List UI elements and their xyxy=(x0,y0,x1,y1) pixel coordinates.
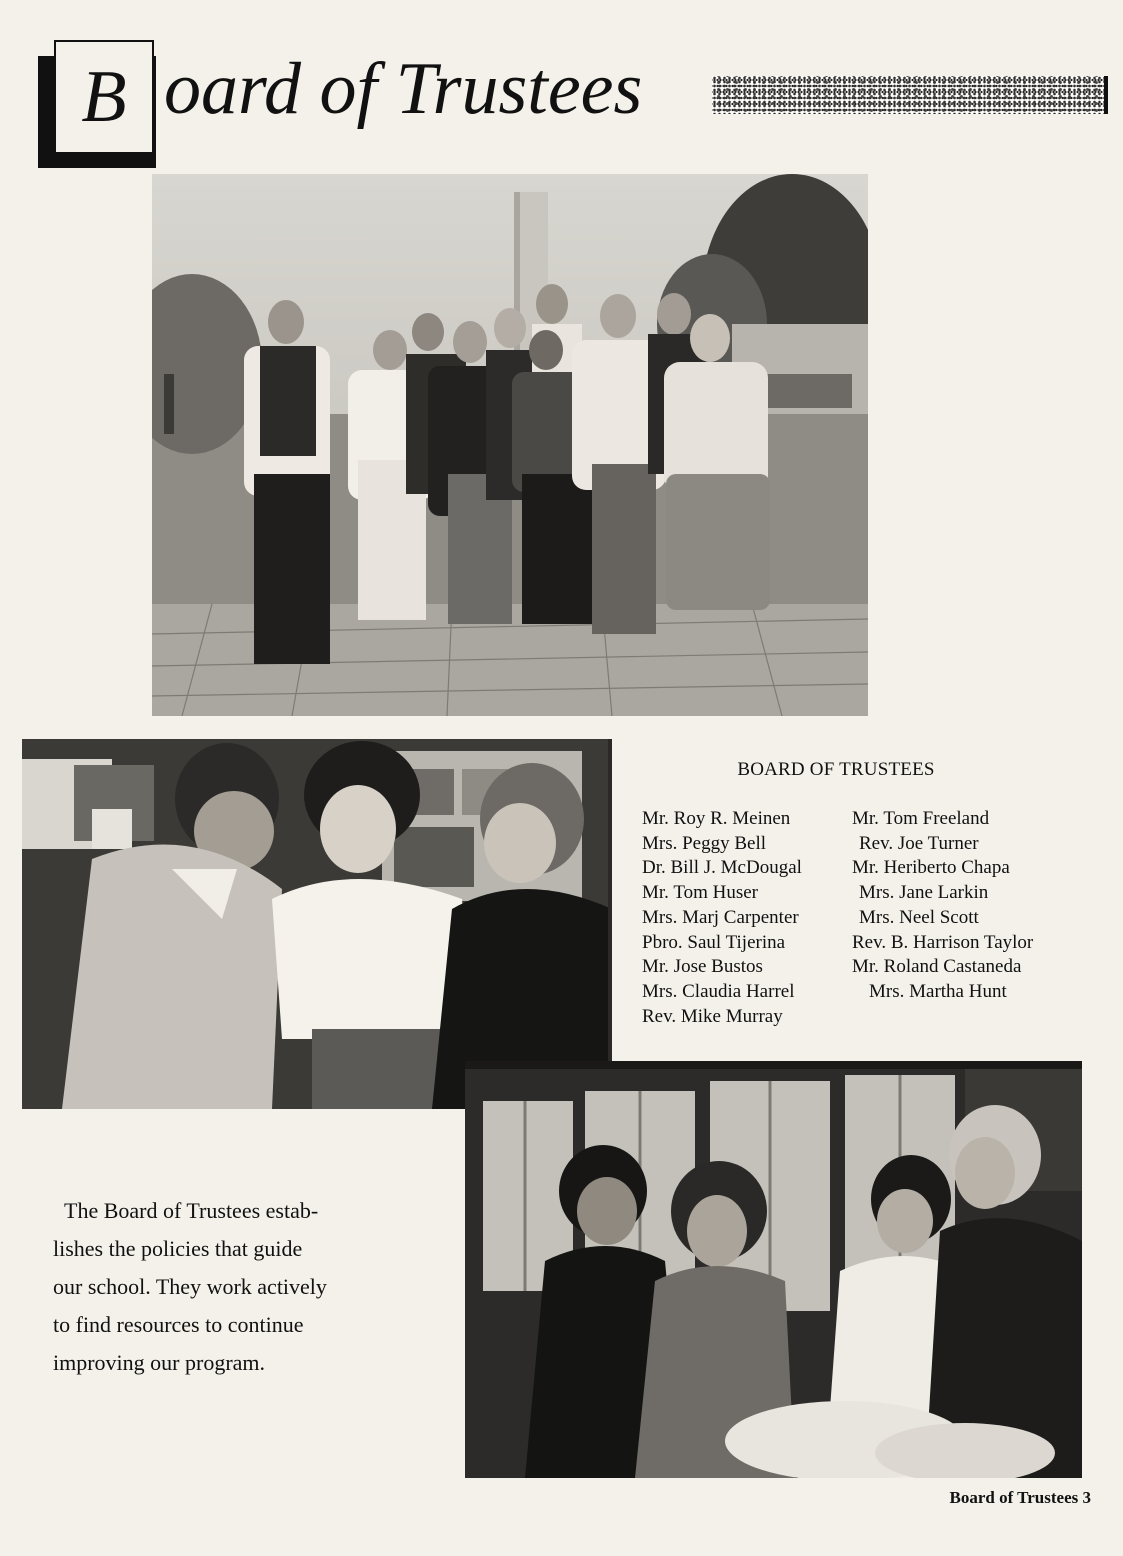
roster-name: Mr. Heriberto Chapa xyxy=(852,857,1010,879)
conversation-photo-image xyxy=(22,739,612,1109)
roster-name: Rev. Mike Murray xyxy=(642,1005,783,1027)
roster-name: Mr. Tom Huser xyxy=(642,882,759,904)
page-folio: Board of Trustees 3 xyxy=(949,1488,1091,1507)
caption-line: improving our program. xyxy=(53,1350,266,1375)
roster-name: Pbro. Saul Tijerina xyxy=(642,931,786,953)
reception-photo xyxy=(465,1061,1082,1478)
roster-name: Mr. Roland Castaneda xyxy=(852,956,1022,978)
drop-cap-box xyxy=(54,40,154,154)
roster-name: Rev. Joe Turner xyxy=(859,832,979,854)
caption-line: The Board of Trustees estab- xyxy=(53,1198,319,1223)
group-photo-image xyxy=(152,174,868,716)
roster-heading: BOARD OF TRUSTEES xyxy=(737,759,935,780)
roster-name: Mrs. Neel Scott xyxy=(859,906,979,928)
roster-name: Mr. Roy R. Meinen xyxy=(642,808,791,829)
body-caption xyxy=(53,1192,403,1382)
roster-column-2 xyxy=(852,807,1033,1005)
roster-name: Mrs. Marj Carpenter xyxy=(642,906,799,928)
caption-line: to find resources to continue xyxy=(53,1312,304,1337)
roster-name: Rev. B. Harrison Taylor xyxy=(852,931,1034,953)
caption-line: our school. They work actively xyxy=(53,1274,327,1299)
roster-name: Mrs. Peggy Bell xyxy=(642,832,767,854)
roster-name: Mrs. Jane Larkin xyxy=(859,882,989,904)
roster-name: Mrs. Martha Hunt xyxy=(869,980,1007,1002)
drop-cap-letter: B xyxy=(81,56,127,138)
caption-line: lishes the policies that guide xyxy=(53,1236,303,1261)
roster-name: Dr. Bill J. McDougal xyxy=(642,857,802,879)
reception-photo-image xyxy=(465,1061,1082,1478)
page-title: oard of Trustees xyxy=(164,48,643,130)
speckle-band-edge xyxy=(1104,76,1108,114)
group-photo xyxy=(152,174,868,716)
conversation-photo xyxy=(22,739,612,1109)
roster-name: Mrs. Claudia Harrel xyxy=(642,980,795,1002)
roster-name: Mr. Jose Bustos xyxy=(642,956,763,978)
speckle-texture-band xyxy=(712,76,1108,114)
roster-column-1 xyxy=(642,807,802,1029)
roster-name: Mr. Tom Freeland xyxy=(852,808,990,829)
